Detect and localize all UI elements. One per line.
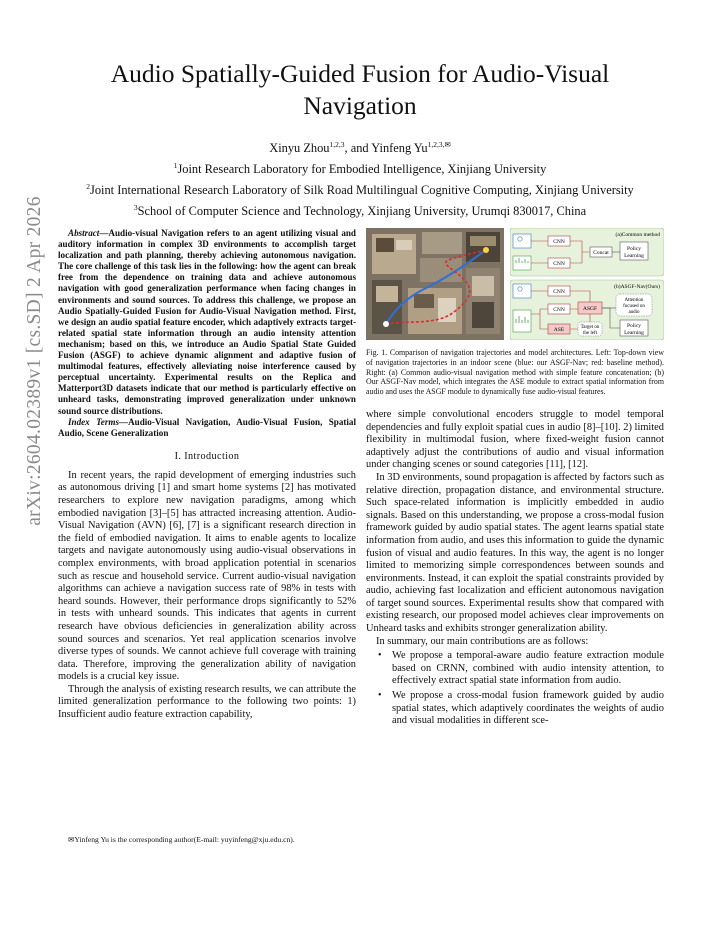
affiliation: $^2$Joint International Research Laboratory of Silk Road Multilingual Cognitive Computing, Xinjiang University [86,182,634,198]
envelope-icon: ✉ [68,835,75,844]
svg-text:the left: the left [582,331,598,336]
list-item: • We propose a temporal-aware audio feature extraction module based on CRNN, combined with audio intensity attention, to effectively extract spatial state information from audio. [378,650,664,687]
paragraph: In recent years, the rapid development of emerging industries such as autonomous driving [1] and smart home systems [2] has motivated researchers to explore new navigation paradigms, among which embodied navigation [3]–[5] has attracted increasing attention. Audio-Visual Navigation (AVN) [6], [7] is a significant research direction in the field of embodied navigation. It aims to enable agents to localize targets and navigate autonomously using audio-visual observations in complex environments, with broad application potential in scenarios such as rescue and household service. Current audio-visual navigation algorithms can achieve a navigation success rate of 98% in tests with heard sounds. However, their performance drops significantly to 52% in tests with unheard sounds. This indicates that agents in current research have obvious deficiencies in generalization ability across sound sources and scenarios. Yet real application scenarios involve diverse types of sounds. We cannot achieve full coverage with training data. Therefore, improving the generalization ability of navigation models is a crucial key issue. [58,469,356,683]
paragraph: where simple convolutional encoders struggle to model temporal dependencies and fully exploit spatial cues in audio [8]–[10]. 2) limited flexibility in multimodal fusion, where fixed-weight fusion cannot adaptively adjust the contributions of audio and visual information under changing scenes or sound categories [11], [12]. [366,408,664,471]
svg-text:audio: audio [628,310,640,315]
policy-block: Policy [626,323,642,329]
arxiv-identifier: arXiv:2604.02389v1 [cs.SD] 2 Apr 2026 [24,196,45,526]
contribution-list [366,650,664,728]
figure-caption: Fig. 1. Comparison of navigation trajectories and model architectures. Left: Top-down view of navigation trajectories in an indoor scene (blue: our ASGF-Nav; red: baseline method). Right: (a) Common audio-visual navigation method with simple feature concatenation; (b) Our ASGF-Nav model, which integrates the ASE module to extract spatial information from audio and uses the ASGF module to dynamically fuse audio-visual features. [366,348,664,397]
bullet-icon: • [378,650,382,662]
right-column [366,228,664,728]
common-method-label: (a)Common method [615,232,660,238]
author-affiliation-marker: 1,2,3,✉ [427,140,451,149]
section-heading: I. Introduction [174,450,240,462]
cnn-block: CNN [553,239,565,245]
paragraph: In summary, our main contributions are as follows: [376,635,589,647]
svg-text:focused on: focused on [623,304,645,309]
index-terms-label: Index Terms [68,416,119,427]
arxiv-sidebar-stamp [20,36,50,686]
author-name: Xinyu Zhou [269,141,330,156]
author-name: Yinfeng Yu [371,141,428,156]
concat-block: Concat [593,250,609,256]
index-terms: Index Terms—Audio-Visual Navigation, Audio-Visual Fusion, Spatial Audio, Scene Generalization [58,416,356,438]
author-separator: , and [344,141,372,156]
svg-text:Learning: Learning [624,253,644,259]
paper-title: Audio Spatially-Guided Fusion for Audio-Visual Navigation [110,59,610,120]
policy-block: Policy [626,246,642,252]
author-affiliation-marker: 1,2,3 [329,140,345,149]
attention-note: Attention [624,298,644,303]
index-terms-text: Audio-Visual Navigation, Audio-Visual Fusion, Spatial Audio, Scene Generalization [58,416,356,438]
bullet-icon: • [378,690,382,702]
cnn-block: CNN [553,261,565,267]
paragraph: Through the analysis of existing research results, we can attribute the limited generalization performance to the following two points: 1) Insufficient audio feature extraction capability, [58,683,356,721]
paragraph: In 3D environments, sound propagation is affected by factors such as relative direction, propagation distance, and environmental structure. Such space-related information is implicitly embedded in audio signals. Based on this understanding, we propose a cross-modal fusion framework guided by audio spatial states. The agent learns spatial state information from audio, and uses this information to guide the dynamic fusion of visual and audio features. In this way, the agent is no longer limited to memorizing simple correspondences between sounds and environments. Instead, it can exploit the spatial constraints provided by audio, achieving fast localization and efficient autonomous navigation of target sound sources. Experimental results show that compared with existing research, our proposed model achieves clear improvements on Unheard tasks and exhibits stronger generalization ability. [366,471,664,635]
ase-block: ASE [553,327,565,333]
abstract: Abstract—Audio-visual Navigation refers to an agent utilizing visual and auditory information in complex 3D environments to accomplish target localization and path planning, thereby achieving autonomous navigation. The core challenge of this task lies in the following: how the agent can break free from the dependence on training data and achieve autonomous navigation with good generalization performance when facing changes in environments and sound sources. To address this challenge, we propose an Audio Spatially-Guided Fusion for Audio-Visual Navigation method. First, we design an audio spatial feature encoder, which adaptively extracts target-related spatial state information through an audio intensity attention mechanism; based on this, we introduce an Audio Spatial State Guided Fusion (ASGF) to achieve dynamic alignment and adaptive fusion of multimodal features, effectively alleviating noise interference caused by perceptual uncertainty. Experimental results on the Replica and Matterport3D datasets indicate that our method is particularly effective on unheard tasks, demonstrating improved generalization under unknown sound source distributions. [58,228,356,416]
cnn-block: CNN [553,307,565,313]
figure-1 [366,228,664,340]
asgf-block: ASGF [582,306,598,312]
left-column [58,228,356,722]
author-line [60,136,660,157]
trajectory-topdown-image [366,228,504,340]
abstract-text: Audio-visual Navigation refers to an agent utilizing visual and auditory information in complex 3D environments to accomplish target localization and path planning, thereby achieving autonomous navigation. The core challenge of this task lies in the following: how the agent can break free from the dependence on training data and achieve autonomous navigation with good generalization performance when facing changes in environments and sound sources. To address this challenge, we propose an Audio Spatially-Guided Fusion for Audio-Visual Navigation method. First, we design an audio spatial feature encoder, which adaptively extracts target-related spatial state information through an audio intensity attention mechanism; based on this, we introduce an Audio Spatial State Guided Fusion (ASGF) to achieve dynamic alignment and adaptive fusion of multimodal features, effectively alleviating noise interference caused by perceptual uncertainty. Experimental results on the Replica and Matterport3D datasets indicate that our method is particularly effective on unheard tasks, demonstrating improved generalization under unknown sound source distributions. [58,228,356,416]
affiliation: $^1$Joint Research Laboratory for Embodied Intelligence, Xinjiang University [173,161,547,177]
cnn-block: CNN [553,289,565,295]
ours-label: (b)ASGF-Nav(Ours) [614,284,660,290]
architecture-diagram [510,228,664,340]
author-block [60,136,660,221]
envelope-icon: ✉ [444,140,451,149]
affiliation: $^3$School of Computer Science and Technology, Xinjiang University, Urumqi 830017, China [133,203,587,219]
abstract-label: Abstract [68,228,100,238]
footnote: ✉Yinfeng Yu is the corresponding author(E-mail: yuyinfeng@xju.edu.cn). [68,835,295,844]
target-note: Target on [580,325,600,330]
svg-text:Learning: Learning [624,330,644,336]
list-item: • We propose a cross-modal fusion framework guided by audio spatial states, which adaptively coordinates the weights of audio and visual modalities in different sce- [378,690,664,727]
